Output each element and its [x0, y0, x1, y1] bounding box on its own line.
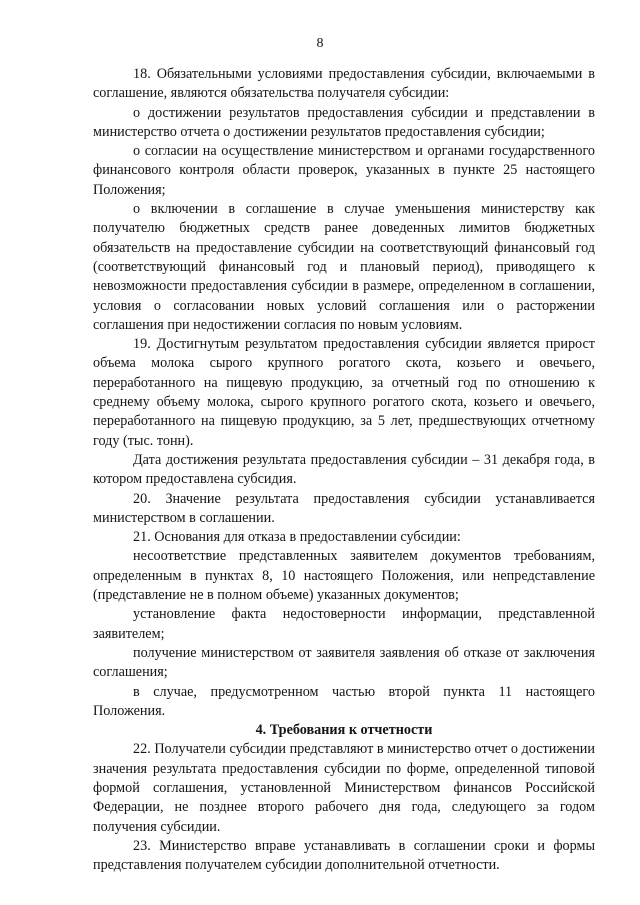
paragraph-18-item-3: о включении в соглашение в случае уменьшения министерству как получателю бюджетных средств ранее доведенных лимитов бюджетных обязательств на предоставление субсидии на соответствующий финансовый год (соответствующий финансовый год и плановый период), приводящего к невозможности предоставления субсидии в размере, определенном в соглашении, условия о согласовании новых условий соглашения или о расторжении соглашения при недостижении согласия по новым условиям.	[93, 201, 595, 333]
paragraph-23: 23. Министерство вправе устанавливать в соглашении сроки и формы представления получателем субсидии дополнительной отчетности.	[93, 837, 595, 874]
paragraph-21-item-4: в случае, предусмотренном частью второй пункта 11 настоящего Положения.	[93, 683, 595, 719]
paragraph-18-item-2: о согласии на осуществление министерством и органами государственного финансового контроля области проверок, указанных в пункте 25 настоящего Положения;	[93, 143, 595, 198]
paragraph-19-date: Дата достижения результата предоставления субсидии – 31 декабря года, в котором предоставлена субсидия.	[93, 451, 595, 488]
paragraph-18: 18. Обязательными условиями предоставления субсидии, включаемыми в соглашение, являются обязательства получателя субсидии:	[93, 66, 595, 102]
page-number: 8	[316, 36, 324, 51]
paragraph-21: 21. Основания для отказа в предоставлении субсидии:	[133, 529, 461, 546]
document-body	[93, 65, 595, 875]
section-heading: 4. Требования к отчетности	[255, 722, 433, 739]
paragraph-21-item-2: установление факта недостоверности информации, представленной заявителем;	[93, 606, 595, 642]
paragraph-22: 22. Получатели субсидии представляют в министерство отчет о достижении значения результата предоставления субсидии по форме, определенной типовой формой соглашения, установленной Министерством финансов Российской Федерации, не позднее второго рабочего дня года, следующего за годом получения субсидии.	[93, 741, 595, 835]
paragraph-18-item-1: о достижении результатов предоставления субсидии и представлении в министерство отчета о достижении результатов предоставления субсидии;	[93, 104, 595, 140]
paragraph-19: 19. Достигнутым результатом предоставления субсидии является прирост объема молока сырого крупного рогатого скота, козьего и овечьего, переработанного на пищевую продукцию, за отчетный год по отношению к среднему объему молока, сырого крупного рогатого скота, козьего и овечьего, переработанного на пищевую продукцию, за 5 лет, предшествующих отчетному году (тыс. тонн).	[93, 336, 595, 449]
paragraph-20: 20. Значение результата предоставления субсидии устанавливается министерством в соглашении.	[93, 490, 595, 526]
paragraph-21-item-1: несоответствие представленных заявителем документов требованиям, определенным в пунктах 8, 10 настоящего Положения, или непредставление (представление не в полном объеме) указанных документов;	[93, 548, 595, 604]
paragraph-21-item-3: получение министерством от заявителя заявления об отказе от заключения соглашения;	[93, 644, 595, 681]
